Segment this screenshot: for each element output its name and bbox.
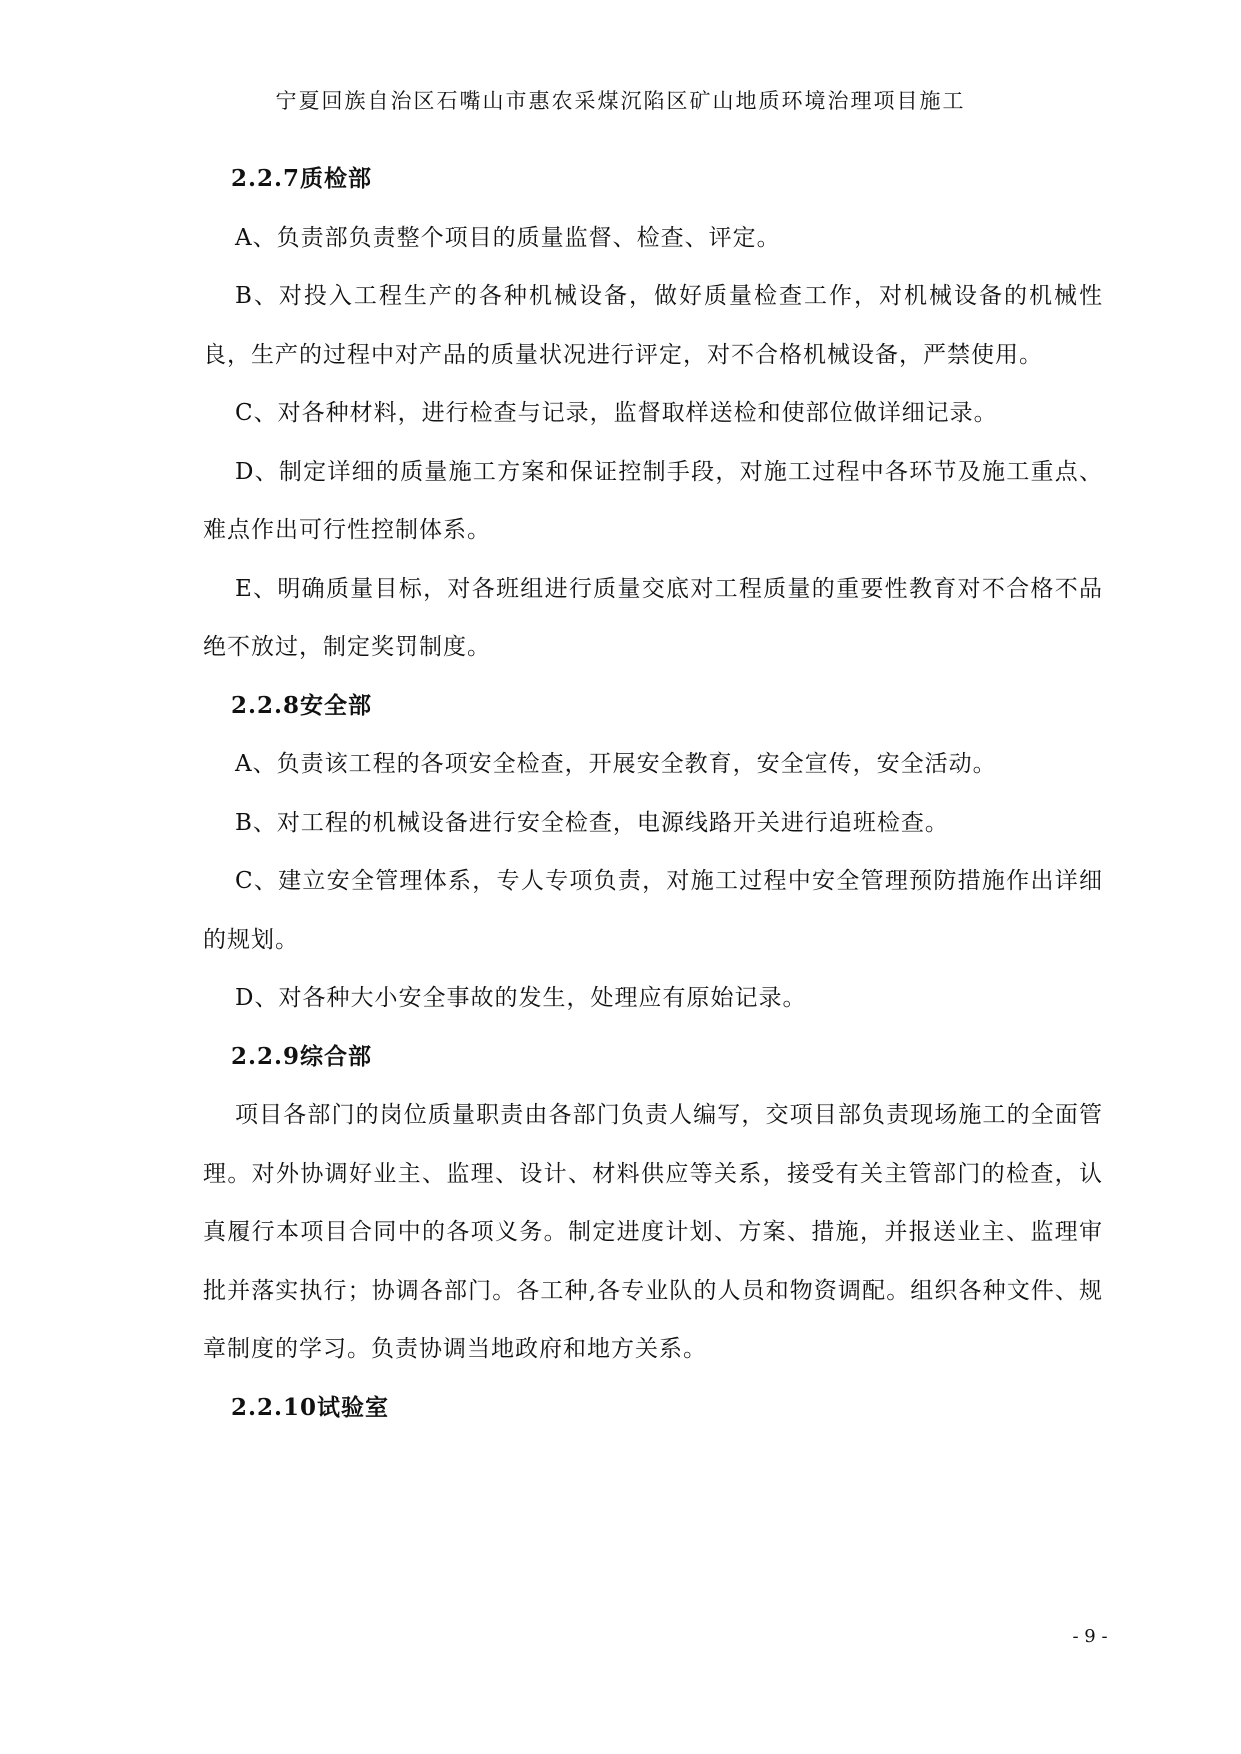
section-heading: 2.2.7质检部 [231,165,373,192]
paragraph: B、对工程的机械设备进行安全检查，电源线路开关进行追班检查。 [235,809,949,836]
paragraph: C、对各种材料，进行检查与记录，监督取样送检和使部位做详细记录。 [235,400,998,426]
section-safety [203,677,1103,1028]
section-heading: 2.2.10试验室 [231,1393,390,1421]
paragraph: E、明确质量目标，对各班组进行质量交底对工程质量的重要性教育对不合格不品绝不放过，制定奖罚制度。 [203,575,1103,660]
paragraph: B、对投入工程生产的各种机械设备，做好质量检查工作，对机械设备的机械性良，生产的过程中对产品的质量状况进行评定，对不合格机械设备，严禁使用。 [203,283,1103,368]
document-body [203,150,1103,1437]
paragraph: 项目各部门的岗位质量职责由各部门负责人编写，交项目部负责现场施工的全面管理。对外协调好业主、监理、设计、材料供应等关系，接受有关主管部门的检查，认真履行本项目合同中的各项义务。制定进度计划、方案、措施，并报送业主、监理审批并落实执行；协调各部门。各工种,各专业队的人员和物资调配。组织各种文件、规章制度的学习。负责协调当地政府和地方关系。 [203,1102,1103,1362]
section-lab [203,1379,1103,1438]
section-general [203,1028,1103,1379]
section-heading: 2.2.8安全部 [231,691,373,719]
page-number: - 9 - [1072,1626,1108,1647]
paragraph: D、对各种大小安全事故的发生，处理应有原始记录。 [235,985,807,1011]
paragraph: C、建立安全管理体系，专人专项负责，对施工过程中安全管理预防措施作出详细的规划。 [203,868,1103,953]
paragraph: A、负责部负责整个项目的质量监督、检查、评定。 [235,224,781,251]
paragraph: D、制定详细的质量施工方案和保证控制手段，对施工过程中各环节及施工重点、难点作出可行性控制体系。 [203,458,1103,543]
section-heading: 2.2.9综合部 [231,1042,373,1070]
header-rule [165,126,1085,127]
page-header-title: 宁夏回族自治区石嘴山市惠农采煤沉陷区矿山地质环境治理项目施工 [275,89,966,113]
section-quality [203,150,1103,677]
paragraph: A、负责该工程的各项安全检查，开展安全教育，安全宣传，安全活动。 [235,751,997,777]
